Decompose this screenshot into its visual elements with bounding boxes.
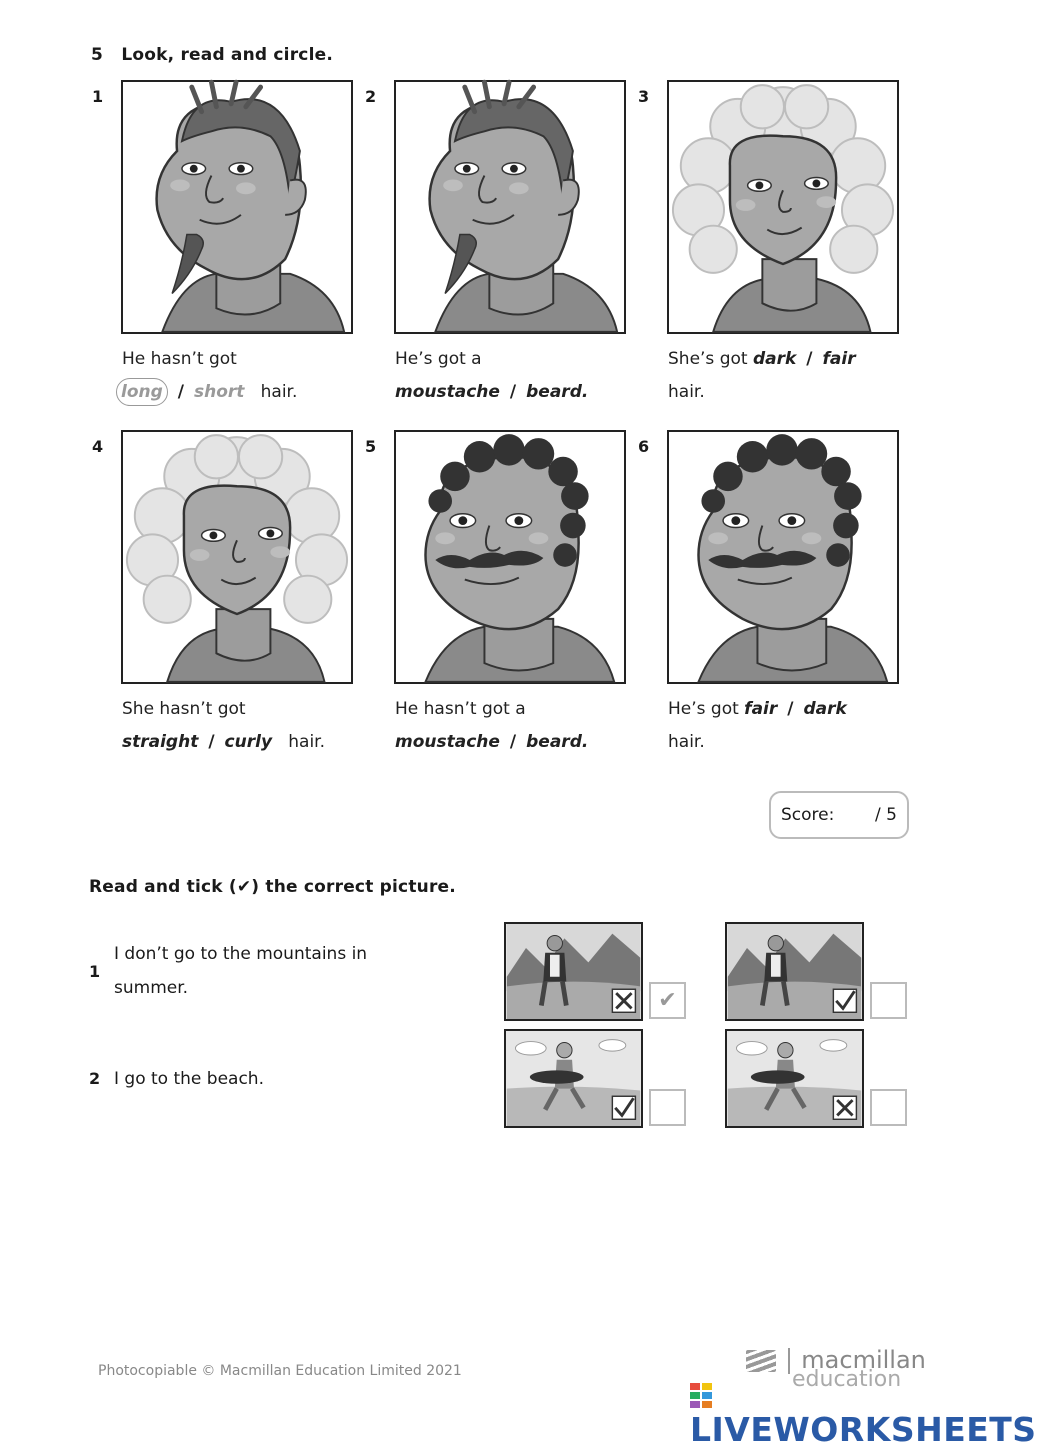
copyright-footer: Photocopiable © Macmillan Education Limited 2021: [98, 1363, 462, 1379]
caption-3-line1: She’s got: [668, 349, 748, 369]
slash: /: [509, 732, 517, 752]
q2-picture-a[interactable]: [504, 1029, 643, 1128]
score-label: Score:: [781, 805, 835, 825]
option-dark[interactable]: dark: [752, 349, 797, 369]
publisher-name: macmillan: [801, 1346, 926, 1374]
option-straight[interactable]: straight: [122, 732, 199, 752]
score-max: / 5: [875, 805, 897, 825]
caption-6-end: hair.: [668, 732, 705, 752]
question-number-1: 1: [89, 962, 101, 981]
item-number-2: 2: [365, 87, 377, 106]
q2-picture-b[interactable]: [725, 1029, 864, 1128]
publisher-name-2: education: [792, 1367, 902, 1392]
option-short[interactable]: short: [194, 382, 245, 402]
slash: /: [787, 699, 794, 719]
slash: /: [509, 382, 517, 402]
picture-3: [667, 80, 899, 334]
section6-instruction: Read and tick (✔) the correct picture.: [89, 877, 456, 897]
option-beard[interactable]: beard.: [526, 382, 589, 402]
liveworksheets-text: LIVEWORKSHEETS: [690, 1410, 1037, 1449]
picture-2: [394, 80, 626, 334]
liveworksheets-watermark: [690, 1367, 1037, 1450]
caption-2-line1: He’s got a: [395, 349, 482, 369]
item-number-3: 3: [638, 87, 650, 106]
option-curly[interactable]: curly: [224, 732, 273, 752]
q1-picture-b[interactable]: [725, 922, 864, 1021]
item-number-6: 6: [638, 437, 650, 456]
liveworksheets-logo-icon: [690, 1378, 712, 1406]
option-long-circled[interactable]: long: [116, 378, 168, 406]
option-fair[interactable]: fair: [744, 699, 778, 719]
question-2-text: I go to the beach.: [114, 1069, 264, 1089]
caption-2: [395, 343, 588, 409]
caption-1: [122, 343, 297, 409]
slash: /: [208, 732, 215, 752]
picture-6: [667, 430, 899, 684]
caption-1-end: hair.: [260, 382, 298, 402]
section5-instruction: Look, read and circle.: [121, 45, 333, 65]
picture-4: [121, 430, 353, 684]
q1-tickbox-a[interactable]: ✔: [649, 982, 686, 1019]
picture-5: [394, 430, 626, 684]
caption-1-line1: He hasn’t got: [122, 349, 237, 369]
question-1-text: [114, 937, 367, 1005]
option-beard[interactable]: beard.: [526, 732, 589, 752]
q2-tickbox-b[interactable]: [870, 1089, 907, 1126]
caption-4: [122, 693, 325, 759]
slash: /: [806, 349, 813, 369]
q2-tickbox-a[interactable]: [649, 1089, 686, 1126]
caption-6: [668, 693, 847, 759]
slash: /: [177, 382, 184, 402]
option-moustache[interactable]: moustache: [395, 382, 500, 402]
score-box: [769, 791, 909, 839]
question-1-line1: I don’t go to the mountains in: [114, 944, 368, 964]
q1-tickbox-b[interactable]: [870, 982, 907, 1019]
option-moustache[interactable]: moustache: [395, 732, 500, 752]
item-number-1: 1: [92, 87, 104, 106]
picture-1: [121, 80, 353, 334]
caption-4-line1: She hasn’t got: [122, 699, 246, 719]
option-fair[interactable]: fair: [822, 349, 856, 369]
caption-5: [395, 693, 588, 759]
item-number-5: 5: [365, 437, 377, 456]
question-1-line2: summer.: [114, 978, 189, 998]
q1-picture-a[interactable]: [504, 922, 643, 1021]
caption-5-line1: He hasn’t got a: [395, 699, 526, 719]
caption-3: [668, 343, 856, 409]
macmillan-mark-icon: [746, 1350, 776, 1372]
item-number-4: 4: [92, 437, 104, 456]
caption-4-end: hair.: [288, 732, 325, 752]
caption-3-end: hair.: [668, 382, 705, 402]
section5-heading: [91, 45, 333, 65]
question-number-2: 2: [89, 1069, 101, 1088]
section5-number: 5: [91, 45, 104, 65]
option-dark[interactable]: dark: [803, 699, 847, 719]
caption-6-line1: He’s got: [668, 699, 739, 719]
